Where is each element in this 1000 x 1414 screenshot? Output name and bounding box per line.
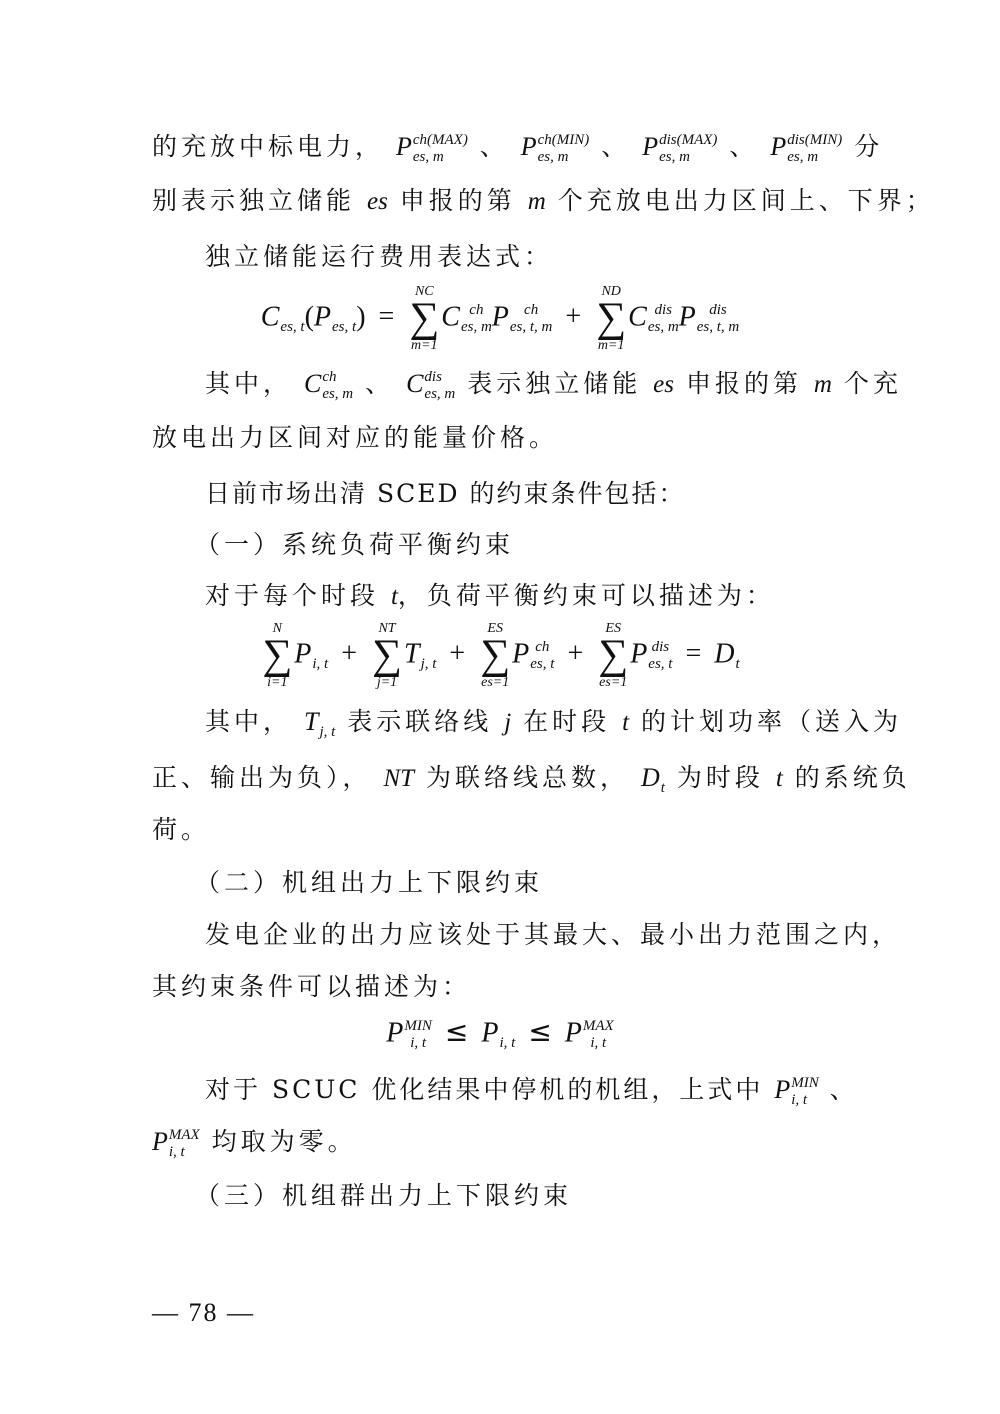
text: 个充放电出力区间上、下界； [557,186,935,215]
text: 正、输出为负）， [152,762,372,792]
paragraph-line-9 [152,762,911,796]
var-p-dis-min: P dis(MIN) es, m [770,131,843,165]
text: 表示独立储能 [467,368,642,398]
var-t: t [390,583,398,610]
paragraph-line-13 [205,1076,895,1108]
text: ，负荷平衡约束可以描述为： [397,581,775,610]
text: 发电企业的出力应该处于其最大、最小出力范围之内， [205,920,902,949]
page-number: — 78 — [152,1298,255,1327]
var-es: es [366,188,388,215]
separator: 、 [729,131,759,161]
text: 其中， [205,368,293,398]
paragraph-line-2 [152,186,935,215]
text: 分 [854,131,884,161]
text: 对于每个时段 [205,581,380,610]
text: 别表示独立储能 [152,186,356,215]
paragraph-line-3 [205,244,895,269]
text: 个充 [843,368,902,398]
var-t-jt: T j, t [303,706,336,740]
text: 其中， [205,706,293,736]
paragraph-line-6 [205,481,895,506]
text: 申报的第 [399,186,516,215]
text: 放电出力区间对应的能量价格。 [152,423,559,452]
paragraph-line-5 [152,425,842,450]
section-heading-3 [195,1183,885,1208]
var-es: es [653,370,674,398]
var-p-ch-max: P ch(MAX) es, m [395,131,468,165]
text: 为时段 [676,762,764,792]
text: 日前市场出清 SCED 的约束条件包括： [205,479,686,508]
var-c-ch: C ch es, m [303,368,354,402]
var-m: m [527,188,546,215]
paragraph-line-8 [205,706,902,740]
equation-balance: N ∑ i=1 P i, t + NT ∑ j=1 T j, t + ES ∑ es=1 P ch es, t + ES ∑ es=1 P dis es, t = D t [262,621,740,690]
separator: 、 [829,1074,858,1104]
var-dt: D t [640,762,665,796]
paragraph-line-10 [152,817,842,842]
sum-symbol: ND ∑ m=1 [596,284,627,353]
paragraph-line-7 [205,583,895,609]
text: 表示联络线 [347,706,493,736]
heading-text: （三）机组群出力上下限约束 [195,1181,573,1210]
text: 其约束条件可以描述为： [152,972,472,1001]
text: 的系统负 [794,762,911,792]
var-p-dis-max: P dis(MAX) es, m [642,131,718,165]
var-m: m [813,370,832,398]
text: 的充放中标电力， [152,131,385,161]
var-p-max: P MAX i, t [152,1126,200,1160]
var-t: t [775,764,783,792]
equation-cost: C es, t (P es, t ) = NC ∑ m=1 C ch es, m P ch es, t, m + ND ∑ m=1 C dis es, m P dis es, t, m [260,284,740,353]
heading-text: （一）系统负荷平衡约束 [195,530,515,559]
paragraph-line-12 [152,974,842,999]
text: 荷。 [152,815,211,844]
var-p-ch-min: P ch(MIN) es, m [520,131,590,165]
paragraph-line-1 [152,131,884,165]
text: 均取为零。 [211,1126,357,1156]
var-t: t [622,708,630,736]
paragraph-line-14 [152,1128,842,1160]
text: 为联络线总数， [426,762,630,792]
text: 对于 SCUC 优化结果中停机的机组，上式中 [205,1074,764,1104]
separator: 、 [479,131,509,161]
text: 在时段 [523,706,611,736]
text: 独立储能运行费用表达式： [205,242,554,271]
separator: 、 [601,131,631,161]
var-nt: NT [383,764,415,792]
text: 的计划功率（送入为 [640,706,902,736]
section-heading-2 [195,870,885,895]
equation-limits: P MIN i, t ≤ P i, t ≤ P MAX i, t [386,1015,614,1051]
var-c-dis: C dis es, m [406,368,456,402]
var-p-min: P MIN i, t [774,1074,819,1108]
sum-symbol: NC ∑ m=1 [409,284,440,353]
paragraph-line-11 [205,920,902,949]
var-j: j [504,708,512,736]
text: 申报的第 [685,368,802,398]
paragraph-line-4 [205,368,902,402]
heading-text: （二）机组出力上下限约束 [195,868,544,897]
separator: 、 [365,368,395,398]
section-heading-1 [195,532,885,557]
